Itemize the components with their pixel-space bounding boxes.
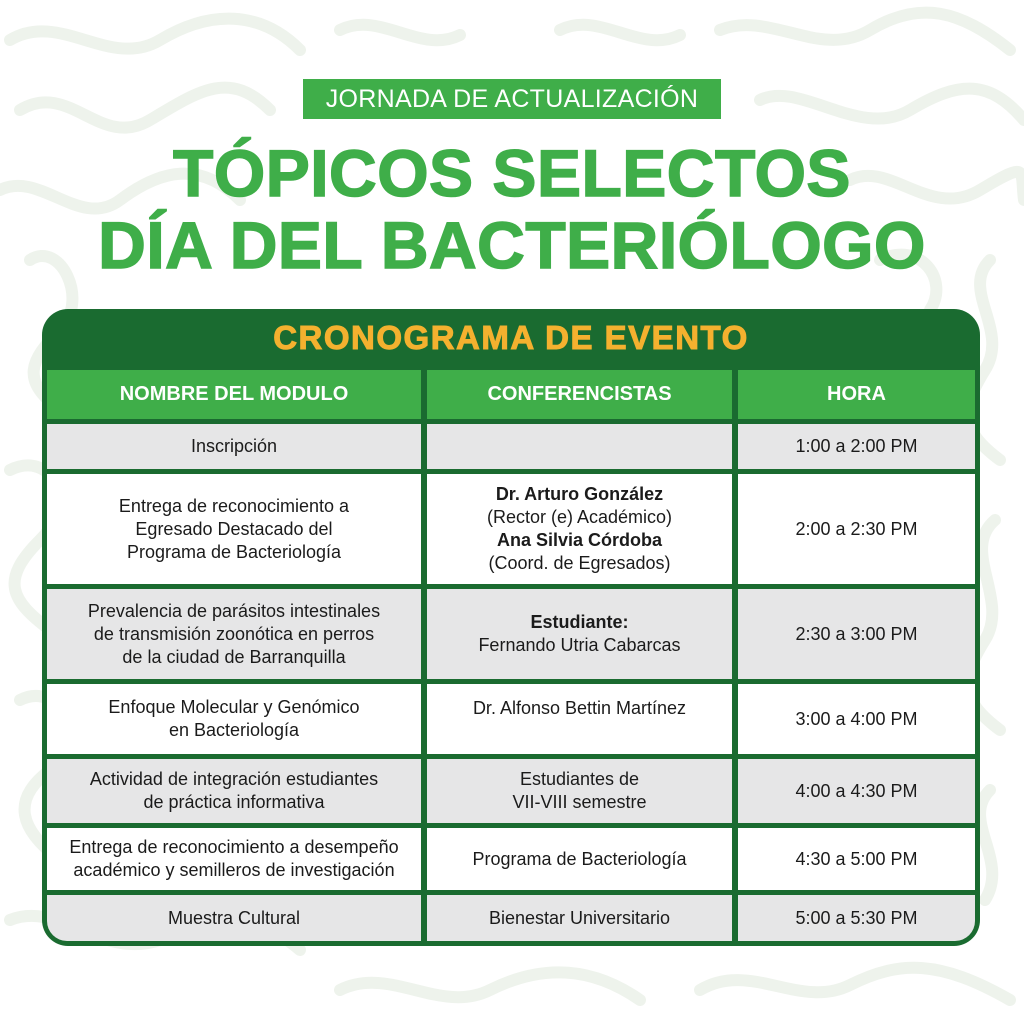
module-line: Programa de Bacteriología bbox=[126, 541, 342, 562]
event-title-line-2: DÍA DEL BACTERIÓLOGO bbox=[98, 208, 926, 282]
module-line: Egresado Destacado del bbox=[135, 518, 333, 539]
event-title-line-1: TÓPICOS SELECTOS bbox=[173, 136, 851, 210]
module-line: Actividad de integración estudiantes bbox=[89, 769, 379, 789]
speaker-role: (Coord. de Egresados) bbox=[488, 553, 671, 573]
module-line: de transmisión zoonótica en perros bbox=[93, 623, 375, 644]
row-speakers-cell bbox=[427, 895, 732, 941]
column-header-module: NOMBRE DEL MODULO bbox=[47, 370, 421, 419]
module-line: de la ciudad de Barranquilla bbox=[122, 646, 346, 667]
module-line: Entrega de reconocimiento a desempeño bbox=[69, 837, 399, 857]
speaker-line: Estudiantes de bbox=[519, 769, 640, 789]
row-module-cell bbox=[47, 424, 421, 469]
speaker-name: Ana Silvia Córdoba bbox=[496, 530, 663, 550]
row-time-cell: 3:00 a 4:00 PM bbox=[738, 684, 975, 754]
column-header-time: HORA bbox=[738, 370, 975, 419]
module-line: Muestra Cultural bbox=[167, 907, 301, 928]
row-speakers-cell bbox=[427, 684, 732, 754]
module-line: en Bacteriología bbox=[168, 720, 300, 740]
speaker-role: (Rector (e) Académico) bbox=[486, 507, 673, 527]
speaker-name: Dr. Arturo González bbox=[495, 484, 664, 504]
module-line: Prevalencia de parásitos intestinales bbox=[87, 600, 381, 621]
row-speakers-cell bbox=[427, 474, 732, 584]
row-module-cell bbox=[47, 895, 421, 941]
module-line: académico y semilleros de investigación bbox=[73, 860, 395, 880]
schedule-title: CRONOGRAMA DE EVENTO bbox=[273, 319, 749, 356]
row-module-cell bbox=[47, 684, 421, 754]
speaker-line: VII-VIII semestre bbox=[512, 792, 647, 812]
row-speakers-cell bbox=[427, 424, 732, 469]
row-speakers-cell bbox=[427, 589, 732, 679]
speaker-label: Estudiante: bbox=[530, 612, 629, 632]
row-time-cell: 2:00 a 2:30 PM bbox=[738, 474, 975, 584]
speaker-name: Fernando Utria Cabarcas bbox=[478, 635, 681, 655]
row-speakers-cell bbox=[427, 759, 732, 823]
speaker-name: Bienestar Universitario bbox=[488, 907, 671, 928]
module-line: de práctica informativa bbox=[143, 792, 325, 812]
column-header-speakers: CONFERENCISTAS bbox=[427, 370, 732, 419]
row-time-cell: 4:30 a 5:00 PM bbox=[738, 828, 975, 890]
module-line: Inscripción bbox=[190, 436, 278, 456]
row-time-cell: 5:00 a 5:30 PM bbox=[738, 895, 975, 941]
row-module-cell bbox=[47, 474, 421, 584]
speaker-name: Programa de Bacteriología bbox=[472, 848, 687, 869]
row-module-cell bbox=[47, 589, 421, 679]
row-time-cell: 1:00 a 2:00 PM bbox=[738, 424, 975, 469]
event-kicker: JORNADA DE ACTUALIZACIÓN bbox=[303, 79, 721, 119]
row-time-cell: 4:00 a 4:30 PM bbox=[738, 759, 975, 823]
speaker-name: Dr. Alfonso Bettin Martínez bbox=[472, 698, 687, 718]
row-module-cell bbox=[47, 759, 421, 823]
row-module-cell bbox=[47, 828, 421, 890]
module-line: Entrega de reconocimiento a bbox=[118, 495, 350, 516]
row-speakers-cell bbox=[427, 828, 732, 890]
module-line: Enfoque Molecular y Genómico bbox=[108, 697, 360, 717]
row-time-cell: 2:30 a 3:00 PM bbox=[738, 589, 975, 679]
